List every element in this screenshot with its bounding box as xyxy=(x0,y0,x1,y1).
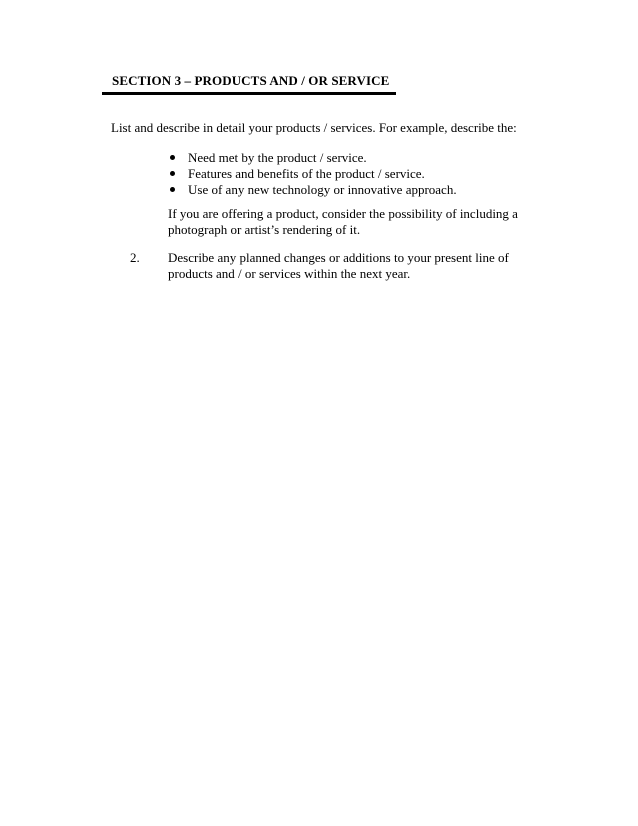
bullet-item-text: Use of any new technology or innovative approach. xyxy=(188,182,457,197)
bullet-item xyxy=(170,150,457,166)
bullet-list xyxy=(170,150,457,198)
bullet-item xyxy=(170,182,457,198)
item-number: 2. xyxy=(130,250,140,265)
section-title: SECTION 3 – PRODUCTS AND / OR SERVICE xyxy=(112,73,390,88)
bullet-icon xyxy=(170,187,175,192)
bullet-icon xyxy=(170,155,175,160)
bullet-item xyxy=(170,166,457,182)
bullet-icon xyxy=(170,171,175,176)
section-title-underline xyxy=(102,92,396,95)
intro-paragraph: List and describe in detail your products / services. For example, describe the: xyxy=(111,120,517,135)
bullet-item-text: Need met by the product / service. xyxy=(188,150,367,165)
item-text: Describe any planned changes or additions to your present line of products and / or services within the next year. xyxy=(168,250,509,281)
bullet-item-text: Features and benefits of the product / service. xyxy=(188,166,425,181)
product-photo-note: If you are offering a product, consider the possibility of including a photograph or artist’s rendering of it. xyxy=(168,206,518,237)
